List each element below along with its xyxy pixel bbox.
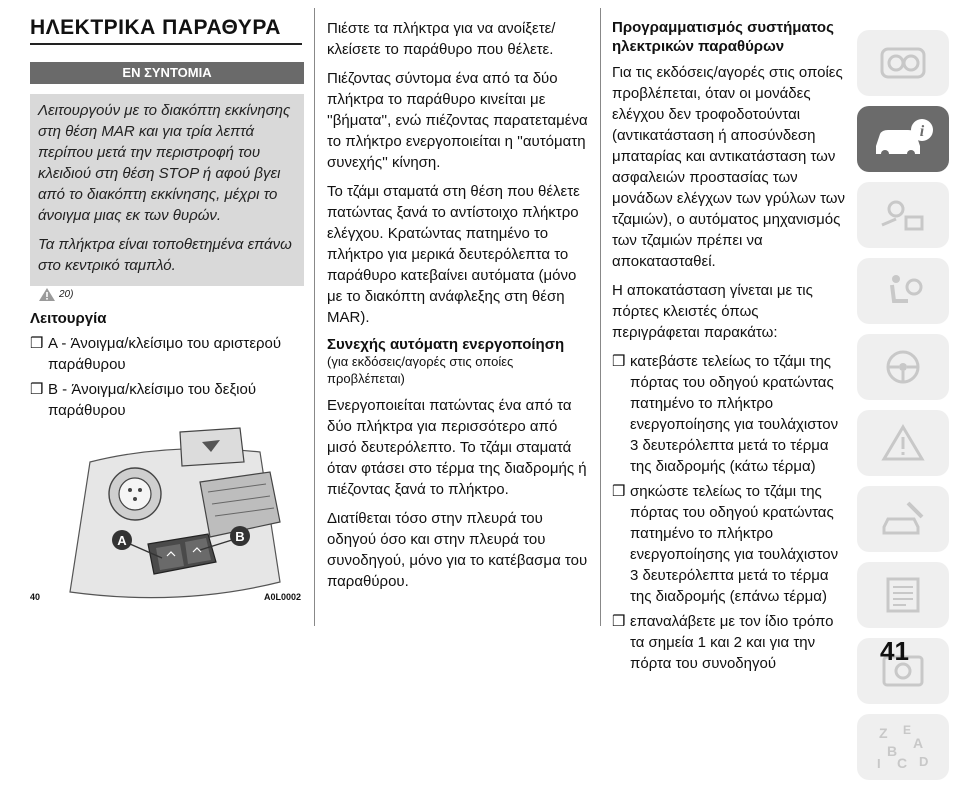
warning-ref-number: 20)	[59, 289, 74, 300]
svg-text:A: A	[913, 735, 924, 751]
figure-label-b: B	[235, 529, 245, 544]
tab-driving[interactable]	[857, 334, 949, 400]
column-divider	[600, 8, 601, 626]
index-letters-icon	[873, 722, 933, 772]
tab-safety[interactable]	[857, 258, 949, 324]
figure-code: A0L0002	[264, 592, 302, 602]
bullet-mark: ❒	[612, 483, 626, 500]
tab-emergency[interactable]	[857, 410, 949, 476]
list-item	[612, 351, 846, 477]
steering-wheel-icon	[878, 347, 928, 387]
col2-paragraph-3: Το τζάμι σταματά στη θέση που θέλετε πατώντας ξανά το αντίστοιχο πλήκτρο ελέγχου. Κρατώντας πατημένο το πλήκτρο για μερικά δευτερόλεπτα το παράθυρο κατεβαίνει αυτόματα (μόνο με το διακόπτη ανάφλεξης στη θέση MAR).	[327, 183, 580, 326]
auto-heading-note: (για εκδόσεις/αγορές στις οποίες προβλέπεται)	[327, 354, 514, 386]
car-info-icon	[870, 116, 936, 162]
tab-car-info[interactable]	[857, 106, 949, 172]
figure-number: 40	[30, 592, 41, 602]
summary-heading: ΕΝ ΣΥΝΤΟΜΙΑ	[30, 62, 304, 84]
bullet-mark: ❒	[30, 335, 44, 352]
svg-text:B: B	[887, 743, 898, 759]
emergency-triangle-icon	[878, 423, 928, 463]
operation-item-b: B - Άνοιγμα/κλείσιμο του δεξιού παράθυρου	[48, 381, 257, 419]
step-2: σηκώστε τελείως το τζάμι της πόρτας του οδηγού κρατώντας πατημένο το πλήκτρο ενεργοποίησης για τουλάχιστον 3 δευτερόλεπτα μετά το τέρμα της διαδρομής (επάνω τέρμα)	[630, 483, 839, 605]
chapter-tabs	[857, 30, 953, 790]
bullet-mark: ❒	[612, 353, 626, 370]
figure-label-a: A	[117, 533, 127, 548]
svg-text:i: i	[919, 123, 925, 140]
tab-dashboard[interactable]	[857, 30, 949, 96]
window-switch-figure	[30, 422, 304, 616]
warning-reference	[38, 284, 294, 305]
svg-text:Z: Z	[879, 725, 888, 741]
console-illustration	[30, 422, 304, 616]
svg-text:D: D	[919, 754, 929, 769]
col2-paragraph-1: Πιέστε τα πλήκτρα για να ανοίξετε/κλείσετε το παράθυρο που θέλετε.	[327, 20, 556, 58]
tab-warning-lights[interactable]	[857, 182, 949, 248]
tab-maintenance[interactable]	[857, 486, 949, 552]
svg-text:C: C	[897, 755, 908, 771]
specifications-icon	[878, 575, 928, 615]
summary-paragraph-1: Λειτουργούν με το διακόπτη εκκίνησης στη θέση MAR και για τρία λεπτά περίπου μετά την περιστροφή του κλειδιού στη θέση STOP ή αφού βγει από το διακόπτη εκκίνησης, μέχρι το άνοιγμα μιας εκ των θυρών.	[38, 102, 291, 224]
page-title: ΗΛΕΚΤΡΙΚΑ ΠΑΡΑΘΥΡΑ	[30, 16, 281, 39]
col2-paragraph-5: Διατίθεται τόσο στην πλευρά του οδηγού όσο και στην πλευρά του συνοδηγού, μόνο για το κατέβασμα του παραθύρου.	[327, 510, 588, 590]
operation-item-a: A - Άνοιγμα/κλείσιμο του αριστερού παράθυρου	[48, 335, 282, 373]
column-divider	[314, 8, 315, 626]
bullet-mark: ❒	[30, 381, 44, 398]
svg-text:E: E	[903, 723, 912, 737]
page-number: 41	[880, 636, 909, 666]
list-item	[612, 481, 846, 607]
bullet-mark: ❒	[612, 613, 626, 630]
col2-paragraph-2: Πιέζοντας σύντομα ένα από τα δύο πλήκτρα το παράθυρο κινείται με ''βήματα'', ενώ πιέζοντας παρατεταμένα το πλήκτρο ενεργοποιείται η ''αυτόματη συνεχής'' κίνηση.	[327, 70, 588, 171]
auto-heading: Συνεχής αυτόματη ενεργοποίηση	[327, 336, 565, 353]
list-item	[612, 611, 846, 674]
seat-airbag-icon	[878, 271, 928, 311]
col2-paragraph-4: Ενεργοποιείται πατώντας ένα από τα δύο πλήκτρα για περισσότερο από μισό δευτερόλεπτο. Το τζάμι σταματά όταν φτάσει στο τέρμα της διαδρομής ή πιέζοντας ξανά το πλήκτρο.	[327, 397, 587, 498]
col3-paragraph-2: Η αποκατάσταση γίνεται με τις πόρτες κλειστές όπως περιγράφεται παρακάτω:	[612, 282, 813, 341]
dashboard-icon	[878, 43, 928, 83]
warning-icon	[38, 287, 56, 302]
operation-heading: Λειτουργία	[30, 310, 107, 327]
summary-box	[30, 94, 304, 300]
wrench-car-icon	[878, 499, 928, 539]
tab-specifications[interactable]	[857, 562, 949, 628]
svg-text:I: I	[877, 756, 881, 771]
col3-paragraph-1: Για τις εκδόσεις/αγορές στις οποίες προβλέπεται, όταν οι μονάδες ελέγχου δεν τροφοδοτούνται (αντικατάσταση ή αποσύνδεση μπαταρίας και αντικατάσταση των ασφαλειών προστασίας των μονάδων ελέγχων των γρύλων των τζαμιών), ο αυτόματος μηχανισμός των τζαμιών πρέπει να αποκατασταθεί.	[612, 64, 846, 270]
tab-index[interactable]	[857, 714, 949, 780]
summary-paragraph-2: Τα πλήκτρα είναι τοποθετημένα επάνω στο κεντρικό ταμπλό.	[38, 236, 292, 274]
step-3: επαναλάβετε με τον ίδιο τρόπο τα σημεία 1 και 2 και για την πόρτα του συνοδηγού	[630, 613, 834, 672]
list-item	[30, 379, 304, 421]
step-1: κατεβάστε τελείως το τζάμι της πόρτας του οδηγού κρατώντας πατημένο το πλήκτρο ενεργοποίησης για τουλάχιστον 3 δευτερόλεπτα μετά το τέρμα της διαδρομής (κάτω τέρμα)	[630, 353, 839, 475]
list-item	[30, 333, 304, 375]
title-underline	[30, 43, 302, 45]
warning-lights-icon	[878, 195, 928, 235]
programming-heading: Προγραμματισμός συστήματος ηλεκτρικών παραθύρων	[612, 19, 834, 55]
